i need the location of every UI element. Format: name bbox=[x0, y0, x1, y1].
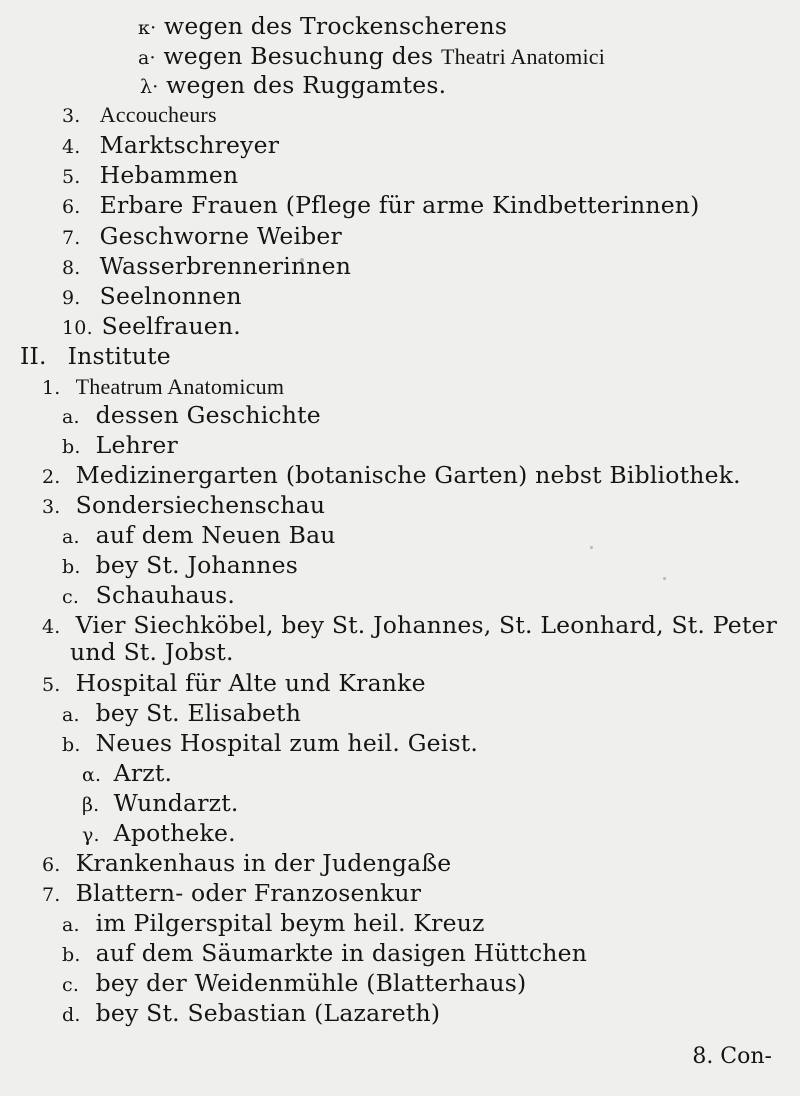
section-heading bbox=[20, 341, 171, 371]
line-latin-text: Theatri Anatomici bbox=[440, 44, 606, 69]
line-text: Marktschreyer bbox=[99, 131, 280, 159]
line-text: auf dem Neuen Bau bbox=[95, 521, 336, 549]
line-letter: a. bbox=[62, 704, 80, 726]
line-number: 1. bbox=[42, 377, 61, 399]
line-text: dessen Geschichte bbox=[95, 401, 321, 429]
line-number: 6. bbox=[62, 196, 81, 218]
line-letter: α. bbox=[82, 764, 102, 786]
list-line bbox=[42, 848, 451, 880]
line-letter: b. bbox=[62, 734, 81, 756]
line-number: 3. bbox=[42, 496, 61, 518]
line-number: 4. bbox=[42, 616, 61, 638]
line-letter: c. bbox=[62, 974, 80, 996]
list-line bbox=[82, 758, 172, 790]
line-number: 3. bbox=[62, 105, 81, 127]
list-line bbox=[62, 221, 342, 253]
line-letter: γ. bbox=[82, 824, 100, 846]
list-line bbox=[82, 818, 236, 850]
line-latin-text: Theatrum Anatomicum bbox=[75, 374, 285, 399]
line-text: wegen des Ruggamtes. bbox=[166, 71, 447, 99]
list-line bbox=[42, 371, 284, 403]
line-text: Vier Siechköbel, bey St. Johannes, St. Leonhard, St. Peter bbox=[75, 611, 778, 639]
line-text: Erbare Frauen (Pflege für arme Kindbetterinnen) bbox=[99, 191, 700, 219]
list-line bbox=[62, 998, 440, 1030]
list-line bbox=[62, 430, 178, 462]
line-number: 5. bbox=[42, 674, 61, 696]
list-line bbox=[62, 580, 235, 612]
list-line bbox=[62, 190, 700, 222]
list-line bbox=[62, 728, 478, 760]
line-text: bey der Weidenmühle (Blatterhaus) bbox=[95, 969, 527, 997]
line-text: im Pilgerspital beym heil. Kreuz bbox=[95, 909, 485, 937]
line-letter: a. bbox=[62, 406, 80, 428]
line-text: Apotheke. bbox=[113, 819, 236, 847]
line-letter: c. bbox=[62, 586, 80, 608]
list-line bbox=[62, 160, 238, 192]
section-number: II. bbox=[20, 342, 47, 370]
line-number: κ· bbox=[138, 17, 157, 39]
line-text: und St. Jobst. bbox=[70, 638, 234, 666]
line-letter: d. bbox=[62, 1004, 81, 1026]
list-line bbox=[62, 281, 242, 313]
line-text: Blattern- oder Franzosenkur bbox=[75, 879, 422, 907]
list-line bbox=[138, 11, 507, 43]
line-text: bey St. Elisabeth bbox=[95, 699, 302, 727]
line-latin-text: Accoucheurs bbox=[99, 102, 217, 127]
line-text: Sondersiechenschau bbox=[75, 491, 326, 519]
line-text: Neues Hospital zum heil. Geist. bbox=[95, 729, 479, 757]
list-line bbox=[62, 698, 301, 730]
list-line bbox=[62, 99, 217, 131]
list-line bbox=[42, 490, 325, 522]
line-text: Krankenhaus in der Judengaße bbox=[75, 849, 452, 877]
line-number: 10. bbox=[62, 317, 93, 339]
line-number: λ· bbox=[140, 76, 159, 98]
line-text: Geschworne Weiber bbox=[99, 222, 342, 250]
line-text: auf dem Säumarkte in dasigen Hüttchen bbox=[95, 939, 588, 967]
list-line bbox=[138, 41, 605, 73]
list-line bbox=[62, 251, 351, 283]
line-number: 7. bbox=[42, 884, 61, 906]
line-text: wegen des Trockenscherens bbox=[164, 12, 508, 40]
line-number: 5. bbox=[62, 166, 81, 188]
line-letter: b. bbox=[62, 436, 81, 458]
list-line bbox=[42, 460, 741, 492]
line-letter: β. bbox=[82, 794, 100, 816]
line-letter: a. bbox=[62, 914, 80, 936]
catchword: 8. Con- bbox=[692, 1044, 772, 1069]
line-text: Wundarzt. bbox=[113, 789, 239, 817]
line-text: Hospital für Alte und Kranke bbox=[75, 669, 426, 697]
line-text: wegen Besuchung des bbox=[163, 42, 434, 70]
list-line bbox=[62, 968, 526, 1000]
list-line bbox=[62, 130, 279, 162]
list-line bbox=[62, 400, 321, 432]
line-text: Medizinergarten (botanische Garten) nebst Bibliothek. bbox=[75, 461, 741, 489]
line-number: 4. bbox=[62, 136, 81, 158]
line-text: Lehrer bbox=[95, 431, 178, 459]
list-line bbox=[62, 938, 587, 970]
line-text: Seelfrauen. bbox=[101, 312, 241, 340]
line-letter: b. bbox=[62, 944, 81, 966]
list-line bbox=[42, 668, 426, 700]
list-line bbox=[62, 908, 485, 940]
line-letter: b. bbox=[62, 556, 81, 578]
line-text: bey St. Johannes bbox=[95, 551, 299, 579]
list-line bbox=[82, 788, 239, 820]
list-line bbox=[70, 637, 234, 667]
line-number: 6. bbox=[42, 854, 61, 876]
line-text: Wasserbrennerinnen bbox=[99, 252, 352, 280]
line-number: a· bbox=[138, 47, 156, 69]
line-letter: a. bbox=[62, 526, 80, 548]
line-text: bey St. Sebastian (Lazareth) bbox=[95, 999, 441, 1027]
line-number: 2. bbox=[42, 466, 61, 488]
line-number: 7. bbox=[62, 227, 81, 249]
line-text: Hebammen bbox=[99, 161, 239, 189]
line-text: Schauhaus. bbox=[95, 581, 236, 609]
list-line bbox=[140, 70, 446, 102]
section-title: Institute bbox=[67, 342, 171, 370]
list-line bbox=[62, 520, 336, 552]
line-text: Seelnonnen bbox=[99, 282, 242, 310]
list-line bbox=[62, 550, 298, 582]
list-line bbox=[42, 878, 421, 910]
line-number: 8. bbox=[62, 257, 81, 279]
list-line bbox=[62, 311, 241, 343]
line-number: 9. bbox=[62, 287, 81, 309]
line-text: Arzt. bbox=[113, 759, 173, 787]
